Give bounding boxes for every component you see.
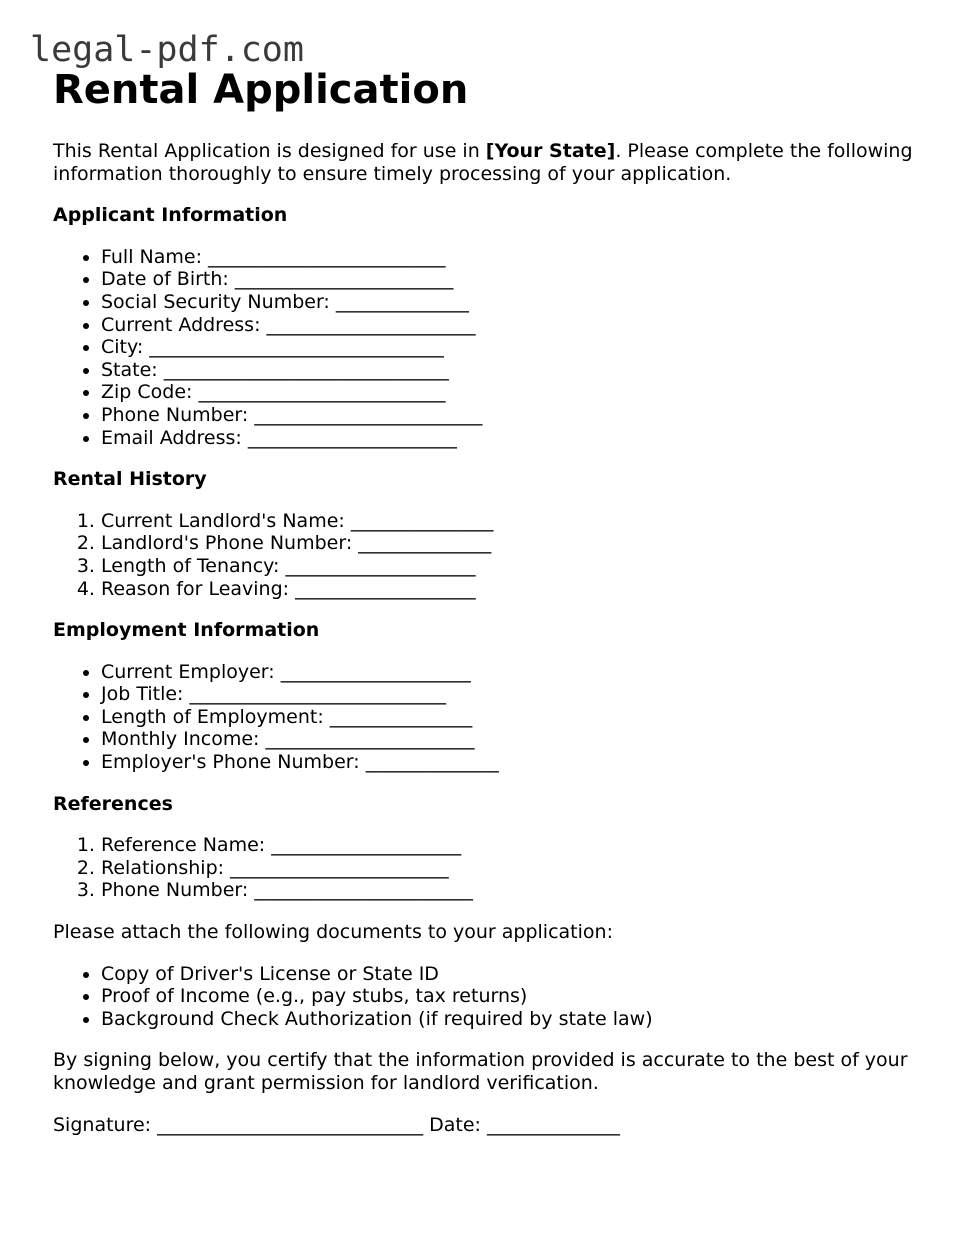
watermark-logo: legal-pdf.com bbox=[30, 30, 304, 70]
attach-item-drivers-license: • Copy of Driver's License or State ID bbox=[101, 963, 923, 986]
landlord-name-field: 1. Current Landlord's Name: _______________ bbox=[101, 510, 923, 533]
relationship-field: 2. Relationship: _______________________ bbox=[101, 857, 923, 880]
state-placeholder: [Your State] bbox=[485, 140, 616, 162]
references-heading: References bbox=[53, 792, 173, 815]
job-title-field: • Job Title: ___________________________ bbox=[101, 683, 923, 706]
zip-code-field: • Zip Code: __________________________ bbox=[101, 381, 923, 404]
reason-for-leaving-field: 4. Reason for Leaving: ___________________ bbox=[101, 578, 923, 601]
page-title: Rental Application bbox=[53, 67, 469, 113]
full-name-field: • Full Name: _________________________ bbox=[101, 246, 923, 269]
attach-item-proof-of-income: • Proof of Income (e.g., pay stubs, tax returns) bbox=[101, 985, 923, 1008]
reference-phone-field: 3. Phone Number: _______________________ bbox=[101, 879, 923, 902]
rental-history-list bbox=[53, 510, 923, 600]
employment-info-list bbox=[53, 661, 923, 774]
date-of-birth-field: • Date of Birth: _______________________ bbox=[101, 268, 923, 291]
signature-date-line: Signature: ____________________________ Date: ______________ bbox=[53, 1113, 620, 1136]
landlord-phone-field: 2. Landlord's Phone Number: ______________ bbox=[101, 532, 923, 555]
ssn-field: • Social Security Number: ______________ bbox=[101, 291, 923, 314]
intro-paragraph bbox=[53, 140, 923, 185]
employer-phone-field: • Employer's Phone Number: ______________ bbox=[101, 751, 923, 774]
rental-history-heading: Rental History bbox=[53, 468, 207, 491]
state-field: • State: ______________________________ bbox=[101, 359, 923, 382]
employment-info-heading: Employment Information bbox=[53, 619, 320, 642]
city-field: • City: _______________________________ bbox=[101, 336, 923, 359]
tenancy-length-field: 3. Length of Tenancy: ____________________ bbox=[101, 555, 923, 578]
current-address-field: • Current Address: ______________________ bbox=[101, 314, 923, 337]
phone-number-field: • Phone Number: ________________________ bbox=[101, 404, 923, 427]
certification-paragraph: By signing below, you certify that the information provided is accurate to the best of your knowledge and grant permission for landlord verification. bbox=[53, 1049, 908, 1094]
applicant-info-list bbox=[53, 246, 923, 449]
references-list bbox=[53, 834, 923, 902]
attach-intro: Please attach the following documents to your application: bbox=[53, 921, 613, 944]
intro-text-after: . Please complete the following information thoroughly to ensure timely processing of your application. bbox=[53, 140, 913, 185]
email-address-field: • Email Address: ______________________ bbox=[101, 427, 923, 450]
intro-text-before: This Rental Application is designed for use in bbox=[53, 140, 486, 162]
document-body bbox=[53, 140, 923, 1155]
reference-name-field: 1. Reference Name: ____________________ bbox=[101, 834, 923, 857]
monthly-income-field: • Monthly Income: ______________________ bbox=[101, 728, 923, 751]
attach-item-background-check: • Background Check Authorization (if required by state law) bbox=[101, 1008, 923, 1031]
employment-length-field: • Length of Employment: _______________ bbox=[101, 706, 923, 729]
attach-documents-list bbox=[53, 963, 923, 1031]
applicant-info-heading: Applicant Information bbox=[53, 204, 288, 227]
current-employer-field: • Current Employer: ____________________ bbox=[101, 661, 923, 684]
